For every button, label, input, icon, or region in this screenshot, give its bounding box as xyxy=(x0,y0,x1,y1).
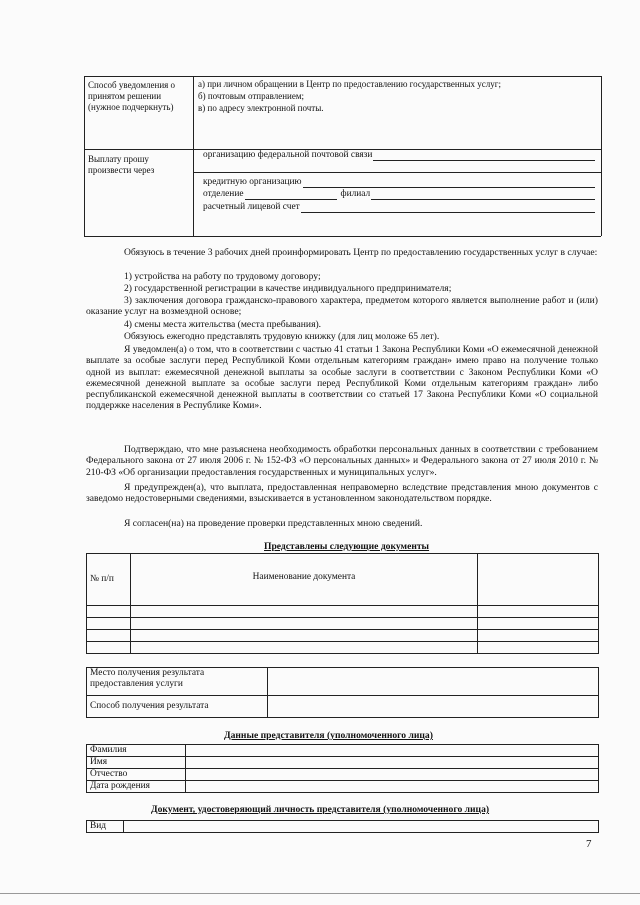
rep-table xyxy=(86,744,599,793)
account-fill-line[interactable] xyxy=(301,203,595,213)
result-method-label: Способ получения результата xyxy=(87,696,268,718)
rep-field-firstname: Имя xyxy=(87,757,186,769)
result-place-label: Место получения результата предоставления услуги xyxy=(87,668,268,696)
obligation-item-3: 3) заключения договора гражданско-правового характера, предметом которого является выполнение работ и (или) оказание услуг на возмездной основе; xyxy=(86,295,598,318)
credit-row xyxy=(203,177,595,188)
consent-paragraph: Подтверждаю, что мне разъяснена необходимость обработки персональных данных в соответствии с требованием Федерального закона от 27 июля 2006 г. № 152-ФЗ «О персональных данных» и Федерального закона от 27 июля 2010 г. № 210-ФЗ «Об организации предоставления государственных и муниципальных услуг». xyxy=(86,444,598,478)
table-row[interactable] xyxy=(87,630,599,642)
postal-label: организацию федеральной почтовой связи xyxy=(203,150,373,160)
documents-col-num: № п/п xyxy=(87,554,131,606)
table-row[interactable] xyxy=(87,642,599,654)
result-place-value[interactable] xyxy=(268,668,599,696)
branch-label: филиал xyxy=(340,189,371,199)
table-border-split xyxy=(193,76,194,236)
rep-field-birthdate: Дата рождения xyxy=(87,781,186,793)
scan-edge-line xyxy=(0,893,640,894)
table-border-right xyxy=(601,76,602,236)
obligation-item-4: 4) смены места жительства (места пребывания). xyxy=(124,319,322,330)
table-border-bottom xyxy=(84,236,601,237)
notify-option-a[interactable]: а) при личном обращении в Центр по предоставлению государственных услуг; xyxy=(198,79,501,89)
account-label: расчетный лицевой счет xyxy=(203,202,300,212)
workbook-obligation: Обязуюсь ежегодно представлять трудовую книжку (для лиц моложе 65 лет). xyxy=(124,331,440,342)
branch-fill-line[interactable] xyxy=(245,190,337,200)
rep-firstname-value[interactable] xyxy=(186,757,599,769)
warned-paragraph: Я предупрежден(а), что выплата, предоставленная неправомерно вследствие представления мною документов с заведомо недостоверными сведениями, взыскивается в установленном законодательством порядке. xyxy=(86,482,598,505)
notify-option-b[interactable]: б) почтовым отправлением; xyxy=(198,91,305,101)
postal-row xyxy=(203,150,595,161)
obligation-intro: Обязуюсь в течение 3 рабочих дней проинформировать Центр по предоставлению государственных услуг в случае: xyxy=(124,247,598,258)
postal-fill-line[interactable] xyxy=(373,151,595,161)
table-row[interactable] xyxy=(87,606,599,618)
notify-option-c[interactable]: в) по адресу электронной почты. xyxy=(198,103,324,113)
payment-label: Выплату прошу произвести через xyxy=(88,154,155,175)
table-border-left xyxy=(84,76,85,236)
table-row[interactable] xyxy=(87,618,599,630)
notice-paragraph: Я уведомлен(а) о том, что в соответствии с частью 41 статьи 1 Закона Республики Коми «О ежемесячной денежной выплате за особые заслуги перед Республикой Коми отдельным категориям граждан» имею право на получение только одной из выплат: ежемесячной денежной выплаты за особые заслуги в соответствии с Законом Республики Коми «О ежемесячной денежной выплате за особые заслуги перед Республикой Коми отдельным категориям граждан» либо республиканской ежемесячной денежной выплаты в соответствии со статьей 17 Закона Республики Коми «О социальной поддержке населения в Республике Коми». xyxy=(86,344,598,412)
branch-prefix: отделение xyxy=(203,189,244,199)
rep-doc-kind-value[interactable] xyxy=(124,821,599,833)
credit-fill-line[interactable] xyxy=(303,178,595,188)
result-method-value[interactable] xyxy=(268,696,599,718)
rep-field-lastname: Фамилия xyxy=(87,745,186,757)
rep-doc-title: Документ, удостоверяющий личность представителя (уполномоченного лица) xyxy=(151,804,490,815)
rep-field-patronymic: Отчество xyxy=(87,769,186,781)
obligation-item-2: 2) государственной регистрации в качестве индивидуального предпринимателя; xyxy=(124,283,452,294)
account-row xyxy=(203,202,595,213)
credit-label: кредитную организацию xyxy=(203,177,302,187)
rep-doc-kind-label: Вид xyxy=(87,821,124,833)
documents-title: Представлены следующие документы xyxy=(264,541,430,552)
result-table xyxy=(86,667,599,718)
notify-label: Способ уведомления о принятом решении (нужное подчеркнуть) xyxy=(88,80,176,112)
documents-col-name: Наименование документа xyxy=(131,554,478,606)
rep-lastname-value[interactable] xyxy=(186,745,599,757)
branch-name-fill-line[interactable] xyxy=(371,190,595,200)
rep-title: Данные представителя (уполномоченного лица) xyxy=(224,730,433,741)
payment-divider xyxy=(193,172,601,173)
documents-table xyxy=(86,553,599,654)
branch-row xyxy=(203,189,595,200)
obligation-item-1: 1) устройства на работу по трудовому договору; xyxy=(124,271,321,282)
page-number: 7 xyxy=(586,838,592,850)
rep-birthdate-value[interactable] xyxy=(186,781,599,793)
rep-doc-table xyxy=(86,820,599,833)
documents-col-extra xyxy=(478,554,599,606)
rep-patronymic-value[interactable] xyxy=(186,769,599,781)
agree-paragraph: Я согласен(на) на проведение проверки представленных мною сведений. xyxy=(124,518,423,529)
table-border-top xyxy=(84,76,601,77)
